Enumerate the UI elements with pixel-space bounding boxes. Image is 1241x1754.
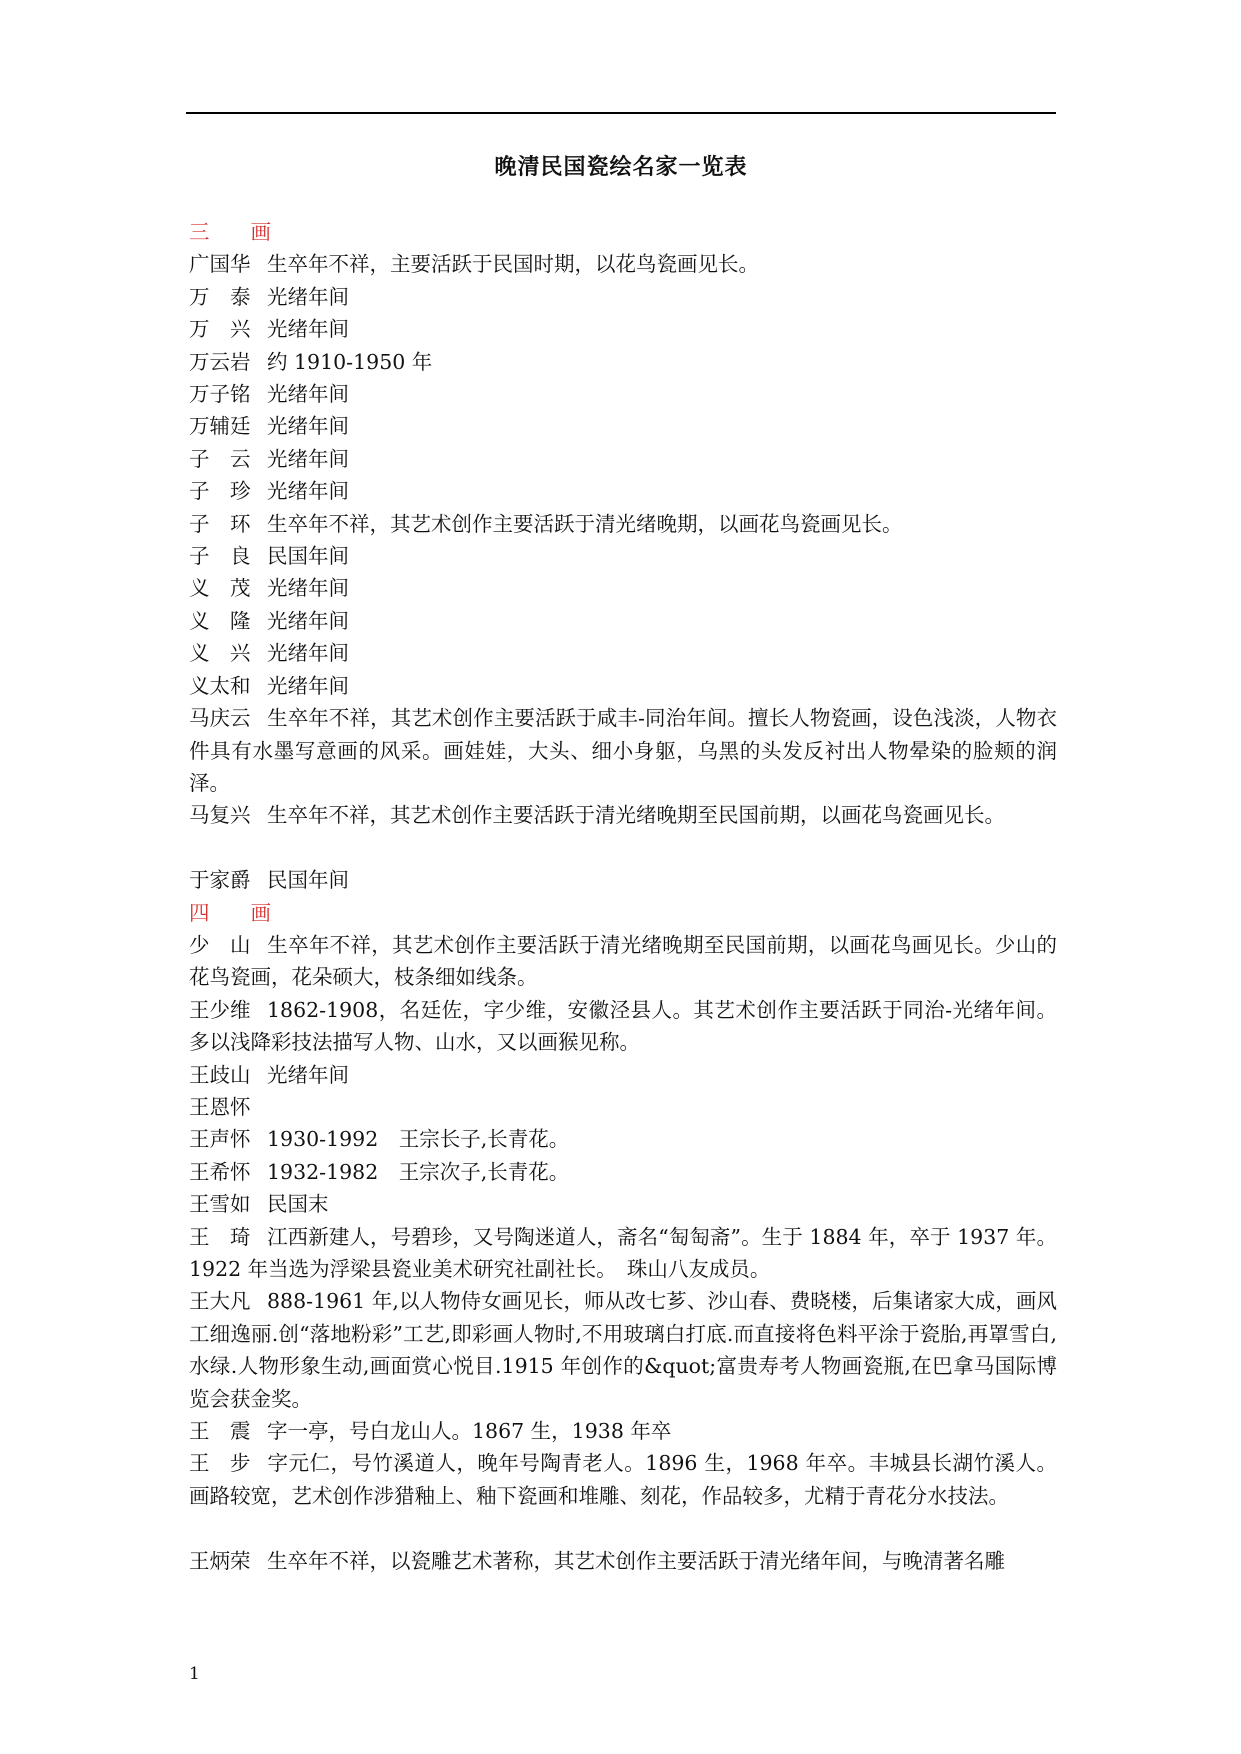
- entry-row: [189, 410, 1057, 442]
- entry-row: [189, 540, 1057, 572]
- entry-paragraph: [189, 1221, 1057, 1286]
- entry-text: 生卒年不祥，以瓷雕艺术著称，其艺术创作主要活跃于清光绪年间，与晚清著名雕: [267, 1548, 1005, 1573]
- entry-name: 王大凡: [189, 1289, 251, 1314]
- entry-row: [189, 1059, 1057, 1091]
- entry-name: 马庆云: [189, 706, 251, 731]
- entry-row: [189, 1123, 1057, 1155]
- entry-name: 义太和: [189, 673, 251, 698]
- blank-line: [189, 1512, 1057, 1544]
- section-heading-three-strokes: 三 画: [189, 220, 271, 244]
- entry-name: 子 云: [189, 446, 251, 471]
- entry-row: [189, 1545, 1057, 1577]
- entry-text: 民国年间: [267, 868, 349, 893]
- entry-name: 万子铭: [189, 382, 251, 407]
- entry-text: 光绪年间: [267, 673, 349, 698]
- entry-text: 生卒年不祥，其艺术创作主要活跃于清光绪晚期，以画花鸟瓷画见长。: [267, 511, 903, 536]
- entry-row: [189, 443, 1057, 475]
- entry-name: 义 兴: [189, 641, 251, 666]
- entry-row: [189, 1415, 1057, 1447]
- document-body: [189, 216, 1057, 1577]
- entry-row: [189, 1188, 1057, 1220]
- entry-paragraph: [189, 1447, 1057, 1512]
- entry-text: 生卒年不祥，主要活跃于民国时期，以花鸟瓷画见长。: [267, 252, 759, 277]
- entry-paragraph: [189, 1285, 1057, 1415]
- page-number: 1: [189, 1664, 200, 1684]
- entry-text: 民国年间: [267, 544, 349, 569]
- page-title: 晚清民国瓷绘名家一览表: [494, 154, 748, 180]
- entry-row: [189, 378, 1057, 410]
- entry-paragraph: [189, 702, 1057, 799]
- entry-name: 万 兴: [189, 317, 251, 342]
- entry-text: 生卒年不祥，其艺术创作主要活跃于咸丰-同治年间。擅长人物瓷画，设色浅淡，人物衣件具有水墨写意画的风采。画娃娃，大头、细小身躯，乌黑的头发反衬出人物晕染的脸颊的润泽。: [189, 706, 1057, 795]
- entry-text: 生卒年不祥，其艺术创作主要活跃于清光绪晚期至民国前期，以画花鸟画见长。少山的花鸟瓷画，花朵硕大，枝条细如线条。: [189, 932, 1057, 990]
- blank-line: [189, 832, 1057, 864]
- entry-text: 1932-1982 王宗次子,长青花。: [267, 1159, 570, 1184]
- entry-name: 万 泰: [189, 284, 251, 309]
- entry-row: [189, 572, 1057, 604]
- entry-name: 万辅廷: [189, 414, 251, 439]
- entry-text: 约 1910-1950 年: [267, 349, 433, 374]
- entry-name: 少 山: [189, 932, 251, 957]
- entry-row: [189, 346, 1057, 378]
- entry-row: [189, 281, 1057, 313]
- entry-text: 江西新建人，号碧珍，又号陶迷道人，斋名“匋匋斋”。生于 1884 年，卒于 1937 年。1922 年当选为浮梁县瓷业美术研究社副社长。 珠山八友成员。: [189, 1224, 1057, 1281]
- entry-text: 1930-1992 王宗长子,长青花。: [267, 1127, 570, 1152]
- entry-paragraph: [189, 929, 1057, 994]
- entry-text: 光绪年间: [267, 382, 349, 407]
- entry-text: 光绪年间: [267, 608, 349, 633]
- entry-name: 王炳荣: [189, 1548, 251, 1573]
- entry-row: [189, 605, 1057, 637]
- entry-text: 光绪年间: [267, 284, 349, 309]
- section-heading-four-strokes: 四 画: [189, 900, 271, 925]
- entry-name: 子 良: [189, 544, 251, 569]
- entry-name: 王歧山: [189, 1062, 251, 1087]
- entry-name: 王声怀: [189, 1127, 251, 1152]
- entry-name: 王少维: [189, 997, 251, 1022]
- entry-name: 王 震: [189, 1419, 251, 1444]
- entry-row: [189, 637, 1057, 669]
- entry-row: [189, 864, 1057, 896]
- entry-name: 义 隆: [189, 608, 251, 633]
- entry-row: [189, 1156, 1057, 1188]
- entry-text: 888-1961 年,以人物侍女画见长，师从改七芗、沙山春、费晓楼，后集诸家大成，画风工细逸丽.创“落地粉彩”工艺,即彩画人物时,不用玻璃白打底.而直接将色料平涂于瓷胎,再罩雪白,水绿.人物形象生动,画面赏心悦目.1915 年创作的&quot;富贵寿考人物画瓷瓶,在巴拿马国际博览会获金奖。: [189, 1289, 1057, 1411]
- entry-name: 广国华: [189, 252, 251, 277]
- entry-paragraph: [189, 799, 1057, 831]
- entry-text: 光绪年间: [267, 479, 349, 504]
- entry-name: 王 步: [189, 1451, 251, 1476]
- entry-name: 万云岩: [189, 349, 251, 374]
- entry-name: 马复兴: [189, 803, 251, 828]
- entry-row: [189, 508, 1057, 540]
- header-rule: [186, 112, 1056, 114]
- entry-text: 光绪年间: [267, 641, 349, 666]
- entry-text: 1862-1908，名廷佐，字少维，安徽泾县人。其艺术创作主要活跃于同治-光绪年间。多以浅降彩技法描写人物、山水，又以画猴见称。: [189, 997, 1057, 1055]
- entry-row: [189, 1091, 1057, 1123]
- entry-name: 王雪如: [189, 1192, 251, 1217]
- entry-text: 光绪年间: [267, 446, 349, 471]
- entry-text: 民国末: [267, 1192, 329, 1217]
- entry-name: 王希怀: [189, 1159, 251, 1184]
- entry-name: 子 珍: [189, 479, 251, 504]
- entry-text: 生卒年不祥，其艺术创作主要活跃于清光绪晚期至民国前期，以画花鸟瓷画见长。: [267, 803, 1005, 828]
- entry-name: 子 环: [189, 511, 251, 536]
- entry-row: [189, 670, 1057, 702]
- entry-paragraph: [189, 994, 1057, 1059]
- entry-text: 字元仁，号竹溪道人，晚年号陶青老人。1896 生，1968 年卒。丰城县长湖竹溪人。画路较宽，艺术创作涉猎釉上、釉下瓷画和堆雕、刻花，作品较多，尤精于青花分水技法。: [189, 1451, 1057, 1508]
- entry-name: 于家爵: [189, 868, 251, 893]
- entry-row: [189, 475, 1057, 507]
- entry-text: 光绪年间: [267, 414, 349, 439]
- entry-row: [189, 248, 1057, 280]
- entry-name: 义 茂: [189, 576, 251, 601]
- entry-text: 光绪年间: [267, 1062, 349, 1087]
- entry-row: [189, 313, 1057, 345]
- entry-name: 王 琦: [189, 1224, 251, 1249]
- entry-text: 字一亭，号白龙山人。1867 生，1938 年卒: [267, 1419, 672, 1444]
- entry-text: 光绪年间: [267, 317, 349, 342]
- entry-name: 王恩怀: [189, 1094, 251, 1119]
- entry-text: 光绪年间: [267, 576, 349, 601]
